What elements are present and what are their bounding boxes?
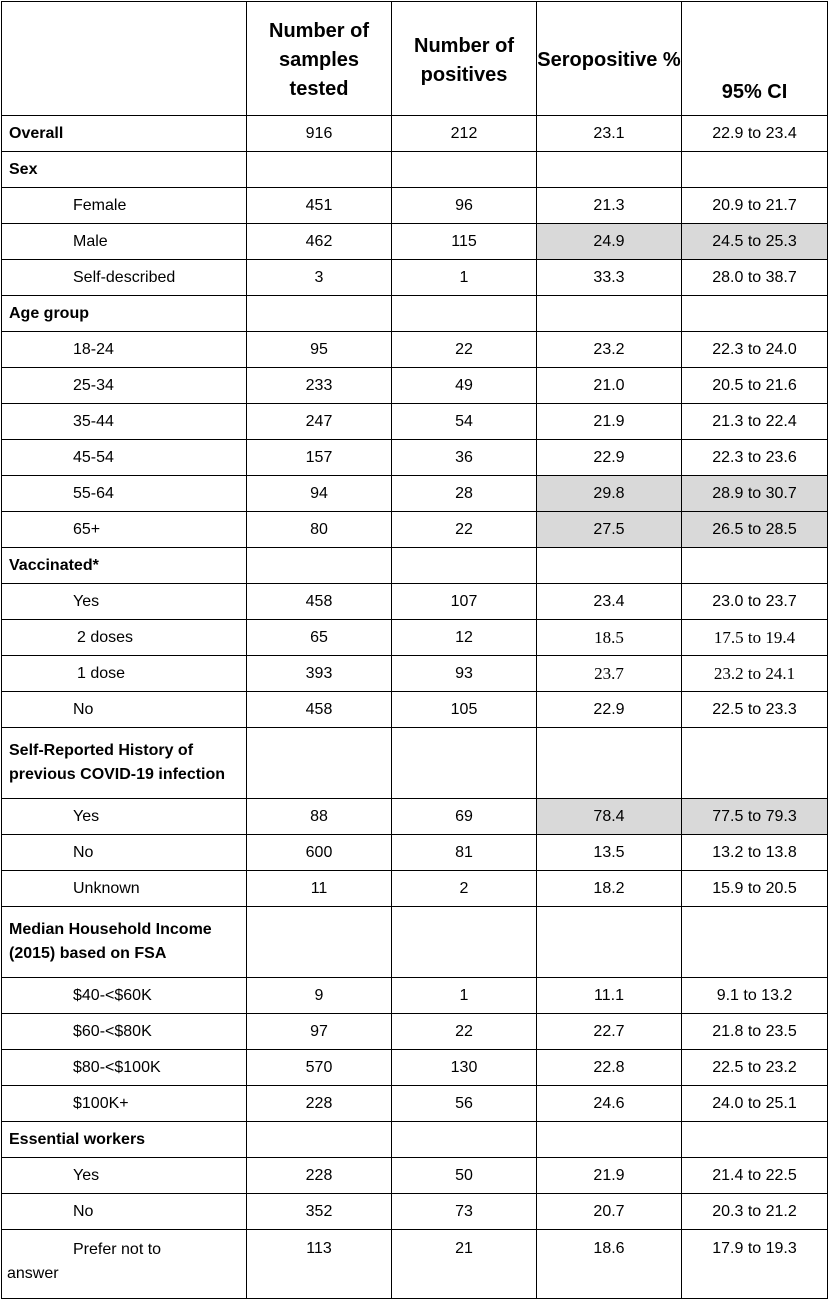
row-label: No [2,835,247,871]
samples-cell [247,548,392,584]
positives-cell: 50 [392,1158,537,1194]
positives-cell: 130 [392,1050,537,1086]
ci-cell: 28.0 to 38.7 [682,260,828,296]
ci-cell: 22.3 to 23.6 [682,440,828,476]
ci-cell: 22.3 to 24.0 [682,332,828,368]
samples-cell: 458 [247,584,392,620]
samples-cell [247,1122,392,1158]
table-row [2,116,828,152]
row-label: Yes [2,1158,247,1194]
category-label: Overall [2,116,247,152]
seropositive-cell [537,152,682,188]
ci-cell: 24.0 to 25.1 [682,1086,828,1122]
row-label: $60-<$80K [2,1014,247,1050]
row-label: $80-<$100K [2,1050,247,1086]
header-seropositive-pct: Seropositive % [537,2,682,116]
row-label: $40-<$60K [2,978,247,1014]
samples-cell: 95 [247,332,392,368]
table-row [2,656,828,692]
ci-cell: 20.9 to 21.7 [682,188,828,224]
positives-cell: 69 [392,799,537,835]
row-label: 35-44 [2,404,247,440]
samples-cell: 113 [247,1230,392,1299]
category-label [2,907,247,978]
seropositive-cell: 33.3 [537,260,682,296]
ci-cell: 13.2 to 13.8 [682,835,828,871]
table-row [2,907,828,978]
positives-cell: 22 [392,1014,537,1050]
category-label-line1: Self-Reported History of [9,742,194,759]
ci-cell: 17.9 to 19.3 [682,1230,828,1299]
table-row [2,871,828,907]
samples-cell: 570 [247,1050,392,1086]
row-label: 25-34 [2,368,247,404]
seropositive-cell: 18.5 [537,620,682,656]
table-row [2,512,828,548]
positives-cell: 115 [392,224,537,260]
category-label [2,728,247,799]
row-label: No [2,1194,247,1230]
samples-cell: 233 [247,368,392,404]
ci-cell: 22.5 to 23.3 [682,692,828,728]
ci-cell [682,1122,828,1158]
row-label: 18-24 [2,332,247,368]
seropositive-cell: 18.2 [537,871,682,907]
seropositive-cell: 21.3 [537,188,682,224]
ci-cell: 24.5 to 25.3 [682,224,828,260]
samples-cell: 80 [247,512,392,548]
positives-cell: 105 [392,692,537,728]
samples-cell: 916 [247,116,392,152]
seropositive-cell: 22.9 [537,692,682,728]
samples-cell: 3 [247,260,392,296]
positives-cell: 81 [392,835,537,871]
table-row [2,835,828,871]
seropositive-cell [537,1122,682,1158]
seropositive-cell: 20.7 [537,1194,682,1230]
samples-cell: 157 [247,440,392,476]
header-positives: Number of positives [392,2,537,116]
seropositive-cell: 21.9 [537,404,682,440]
table-row [2,1050,828,1086]
positives-cell: 1 [392,260,537,296]
row-label-line1: Prefer not to [73,1241,162,1258]
seropositive-cell: 23.1 [537,116,682,152]
positives-cell: 93 [392,656,537,692]
positives-cell: 1 [392,978,537,1014]
samples-cell: 352 [247,1194,392,1230]
positives-cell: 56 [392,1086,537,1122]
ci-cell: 22.5 to 23.2 [682,1050,828,1086]
seropositive-cell: 23.4 [537,584,682,620]
seropositive-cell: 23.7 [537,656,682,692]
ci-cell [682,728,828,799]
category-label: Essential workers [2,1122,247,1158]
table-row [2,332,828,368]
table-body [2,116,828,1299]
table-row [2,1158,828,1194]
row-label: Yes [2,584,247,620]
seropositive-cell: 22.7 [537,1014,682,1050]
ci-cell: 23.0 to 23.7 [682,584,828,620]
table-row [2,224,828,260]
row-label [2,1230,247,1299]
positives-cell: 28 [392,476,537,512]
row-label: 2 doses [2,620,247,656]
table-row [2,584,828,620]
positives-cell: 2 [392,871,537,907]
header-empty [2,2,247,116]
positives-cell [392,548,537,584]
category-label-line2: (2015) based on FSA [9,945,167,962]
seropositive-cell: 78.4 [537,799,682,835]
samples-cell: 9 [247,978,392,1014]
table-row [2,296,828,332]
samples-cell: 11 [247,871,392,907]
table-row [2,1194,828,1230]
seropositive-cell: 22.9 [537,440,682,476]
ci-cell [682,296,828,332]
category-label-line2: previous COVID-19 infection [9,766,226,783]
samples-cell: 88 [247,799,392,835]
ci-cell: 26.5 to 28.5 [682,512,828,548]
samples-cell: 97 [247,1014,392,1050]
table-row [2,152,828,188]
samples-cell: 600 [247,835,392,871]
samples-cell: 393 [247,656,392,692]
seropositive-cell: 23.2 [537,332,682,368]
seropositive-cell [537,296,682,332]
positives-cell [392,296,537,332]
samples-cell [247,296,392,332]
samples-cell: 228 [247,1158,392,1194]
positives-cell: 212 [392,116,537,152]
seropositive-cell: 18.6 [537,1230,682,1299]
category-label: Vaccinated* [2,548,247,584]
positives-cell [392,1122,537,1158]
ci-cell [682,152,828,188]
row-label: No [2,692,247,728]
positives-cell: 22 [392,332,537,368]
ci-cell: 22.9 to 23.4 [682,116,828,152]
row-label: Yes [2,799,247,835]
table-row [2,548,828,584]
seropositive-cell: 11.1 [537,978,682,1014]
samples-cell: 94 [247,476,392,512]
table-row [2,728,828,799]
header-row [2,2,828,116]
samples-cell: 247 [247,404,392,440]
samples-cell [247,907,392,978]
table-row [2,368,828,404]
category-label: Age group [2,296,247,332]
positives-cell [392,728,537,799]
positives-cell: 36 [392,440,537,476]
samples-cell: 458 [247,692,392,728]
row-label: Female [2,188,247,224]
positives-cell: 21 [392,1230,537,1299]
ci-cell [682,548,828,584]
seropositive-cell [537,548,682,584]
header-95-ci: 95% CI [682,2,828,116]
header-samples-tested: Number of samples tested [247,2,392,116]
seropositive-cell: 24.6 [537,1086,682,1122]
ci-cell: 20.5 to 21.6 [682,368,828,404]
positives-cell: 73 [392,1194,537,1230]
ci-cell: 21.4 to 22.5 [682,1158,828,1194]
positives-cell: 49 [392,368,537,404]
seropositive-cell: 24.9 [537,224,682,260]
row-label: 65+ [2,512,247,548]
ci-cell: 21.8 to 23.5 [682,1014,828,1050]
row-label: Self-described [2,260,247,296]
positives-cell: 107 [392,584,537,620]
positives-cell [392,907,537,978]
ci-cell [682,907,828,978]
samples-cell: 462 [247,224,392,260]
positives-cell: 54 [392,404,537,440]
samples-cell [247,728,392,799]
seropositive-cell: 27.5 [537,512,682,548]
ci-cell: 23.2 to 24.1 [682,656,828,692]
seropositive-cell: 22.8 [537,1050,682,1086]
row-label: $100K+ [2,1086,247,1122]
ci-cell: 17.5 to 19.4 [682,620,828,656]
samples-cell: 451 [247,188,392,224]
ci-cell: 21.3 to 22.4 [682,404,828,440]
seropositive-cell: 13.5 [537,835,682,871]
table-row [2,476,828,512]
ci-cell: 77.5 to 79.3 [682,799,828,835]
table-row [2,404,828,440]
table-row [2,620,828,656]
ci-cell: 20.3 to 21.2 [682,1194,828,1230]
positives-cell: 96 [392,188,537,224]
seropositive-cell: 29.8 [537,476,682,512]
row-label-line2: answer [7,1265,59,1282]
ci-cell: 15.9 to 20.5 [682,871,828,907]
row-label: Male [2,224,247,260]
table-row [2,978,828,1014]
positives-cell: 12 [392,620,537,656]
row-label: 1 dose [2,656,247,692]
table-row [2,260,828,296]
samples-cell: 65 [247,620,392,656]
table-row [2,1014,828,1050]
category-label: Sex [2,152,247,188]
seropositive-cell: 21.9 [537,1158,682,1194]
table-row [2,440,828,476]
table-row [2,1230,828,1299]
table-row [2,799,828,835]
samples-cell [247,152,392,188]
category-label-line1: Median Household Income [9,921,212,938]
positives-cell [392,152,537,188]
row-label: 45-54 [2,440,247,476]
table-row [2,188,828,224]
row-label: 55-64 [2,476,247,512]
seropositive-cell [537,907,682,978]
seroprevalence-table [1,1,828,1299]
ci-cell: 28.9 to 30.7 [682,476,828,512]
row-label: Unknown [2,871,247,907]
positives-cell: 22 [392,512,537,548]
seropositive-cell [537,728,682,799]
table-row [2,1122,828,1158]
table-row [2,692,828,728]
samples-cell: 228 [247,1086,392,1122]
seropositive-cell: 21.0 [537,368,682,404]
ci-cell: 9.1 to 13.2 [682,978,828,1014]
table-row [2,1086,828,1122]
